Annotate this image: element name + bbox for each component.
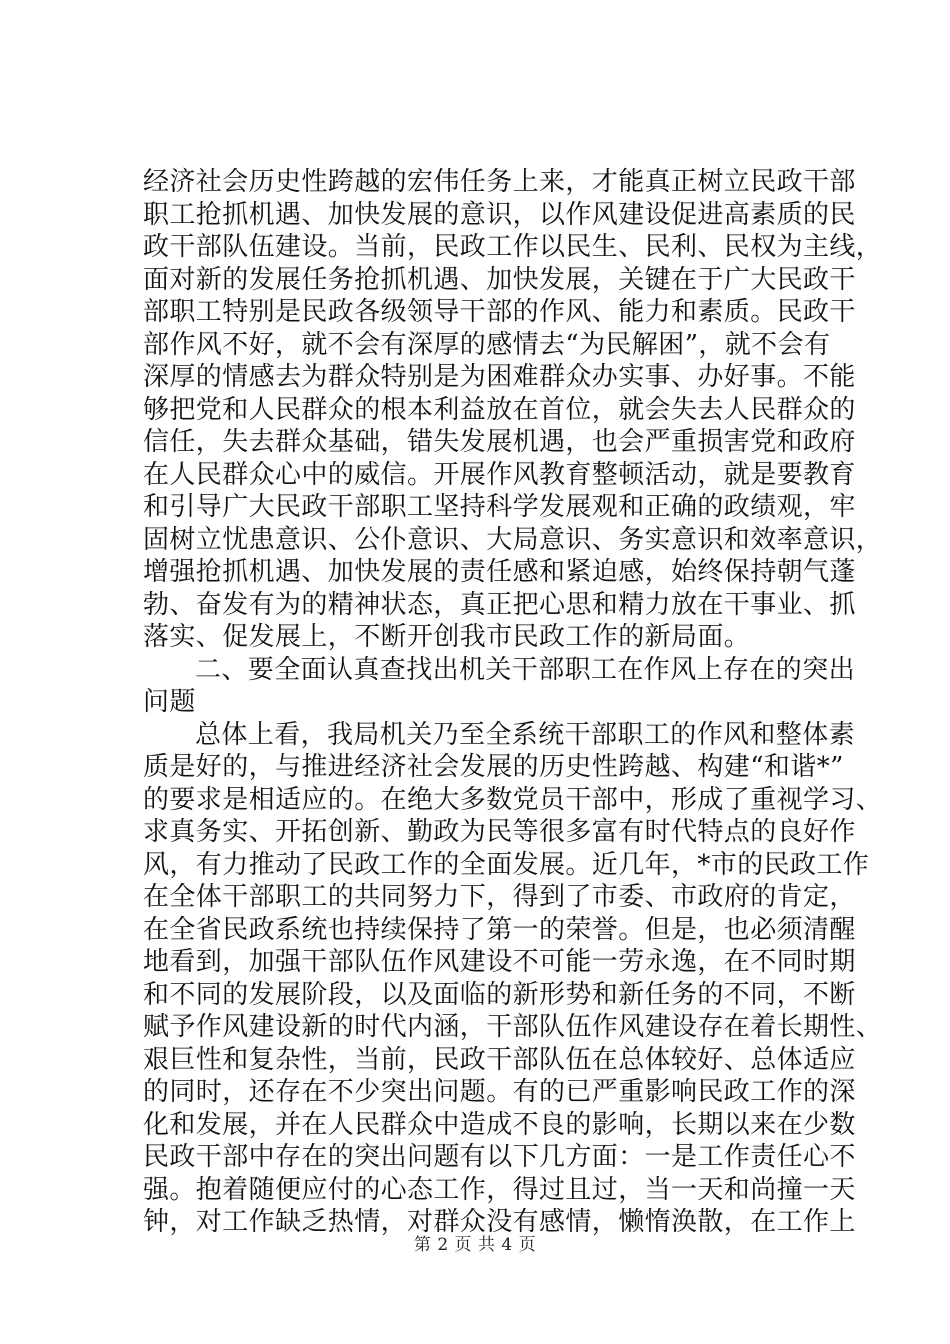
text-line: 经济社会历史性跨越的宏伟任务上来，才能真正树立民政干部	[143, 167, 856, 197]
text-line: 增强抢抓机遇、加快发展的责任感和紧迫感，始终保持朝气蓬	[143, 557, 856, 587]
text-line: 和不同的发展阶段，以及面临的新形势和新任务的不同，不断	[143, 979, 856, 1010]
text-line: 部职工特别是民政各级领导干部的作风、能力和素质。民政干	[143, 297, 856, 327]
page-number-footer: 第 2 页 共 4 页	[413, 1235, 537, 1255]
text-line: 总体上看，我局机关乃至全系统干部职工的作风和整体素	[195, 719, 856, 750]
text-line: 民政干部中存在的突出问题有以下几方面：一是工作责任心不	[143, 1142, 856, 1172]
text-line: 政干部队伍建设。当前，民政工作以民生、民利、民权为主线，	[143, 232, 883, 262]
text-line: 的同时，还存在不少突出问题。有的已严重影响民政工作的深	[143, 1077, 856, 1107]
text-line: 化和发展，并在人民群众中造成不良的影响，长期以来在少数	[143, 1109, 856, 1140]
text-line: 深厚的情感去为群众特别是为困难群众办实事、办好事。不能	[143, 362, 856, 392]
text-line: 部作风不好，就不会有深厚的感情去“为民解困”，就不会有	[143, 329, 831, 360]
text-line: 够把党和人民群众的根本利益放在首位，就会失去人民群众的	[143, 394, 856, 425]
text-line: 勃、奋发有为的精神状态，真正把心思和精力放在干事业、抓	[143, 589, 856, 620]
text-line: 在人民群众心中的威信。开展作风教育整顿活动，就是要教育	[143, 459, 856, 490]
text-line: 风，有力推动了民政工作的全面发展。近几年，*市的民政工作	[143, 849, 870, 880]
text-line: 面对新的发展任务抢抓机遇、加快发展，关键在于广大民政干	[143, 264, 856, 295]
text-line: 求真务实、开拓创新、勤政为民等很多富有时代特点的良好作	[143, 817, 856, 847]
text-line: 强。抱着随便应付的心态工作，得过且过，当一天和尚撞一天	[143, 1174, 856, 1205]
text-line: 落实、促发展上，不断开创我市民政工作的新局面。	[143, 622, 751, 652]
text-line: 信任，失去群众基础，错失发展机遇，也会严重损害党和政府	[143, 427, 856, 457]
text-line: 的要求是相适应的。在绝大多数党员干部中，形成了重视学习、	[143, 784, 883, 815]
text-line: 钟，对工作缺乏热情，对群众没有感情，懒惰涣散，在工作上	[143, 1207, 856, 1237]
text-line: 在全体干部职工的共同努力下，得到了市委、市政府的肯定，	[143, 882, 856, 912]
text-line: 和引导广大民政干部职工坚持科学发展观和正确的政绩观，牢	[143, 492, 856, 522]
text-line: 职工抢抓机遇、加快发展的意识，以作风建设促进高素质的民	[143, 199, 856, 230]
document-body	[143, 166, 883, 1239]
text-line: 固树立忧患意识、公仆意识、大局意识、务实意识和效率意识，	[143, 524, 883, 555]
section-heading-line: 二、要全面认真查找出机关干部职工在作风上存在的突出	[195, 654, 856, 685]
text-line: 地看到，加强干部队伍作风建设不可能一劳永逸，在不同时期	[143, 947, 856, 977]
text-line: 在全省民政系统也持续保持了第一的荣誉。但是，也必须清醒	[143, 914, 856, 945]
text-line: 艰巨性和复杂性，当前，民政干部队伍在总体较好、总体适应	[143, 1044, 856, 1075]
text-line: 质是好的，与推进经济社会发展的历史性跨越、构建“和谐*”	[143, 752, 844, 782]
section-heading-line: 问题	[143, 687, 196, 717]
text-line: 赋予作风建设新的时代内涵，干部队伍作风建设存在着长期性、	[143, 1012, 883, 1042]
